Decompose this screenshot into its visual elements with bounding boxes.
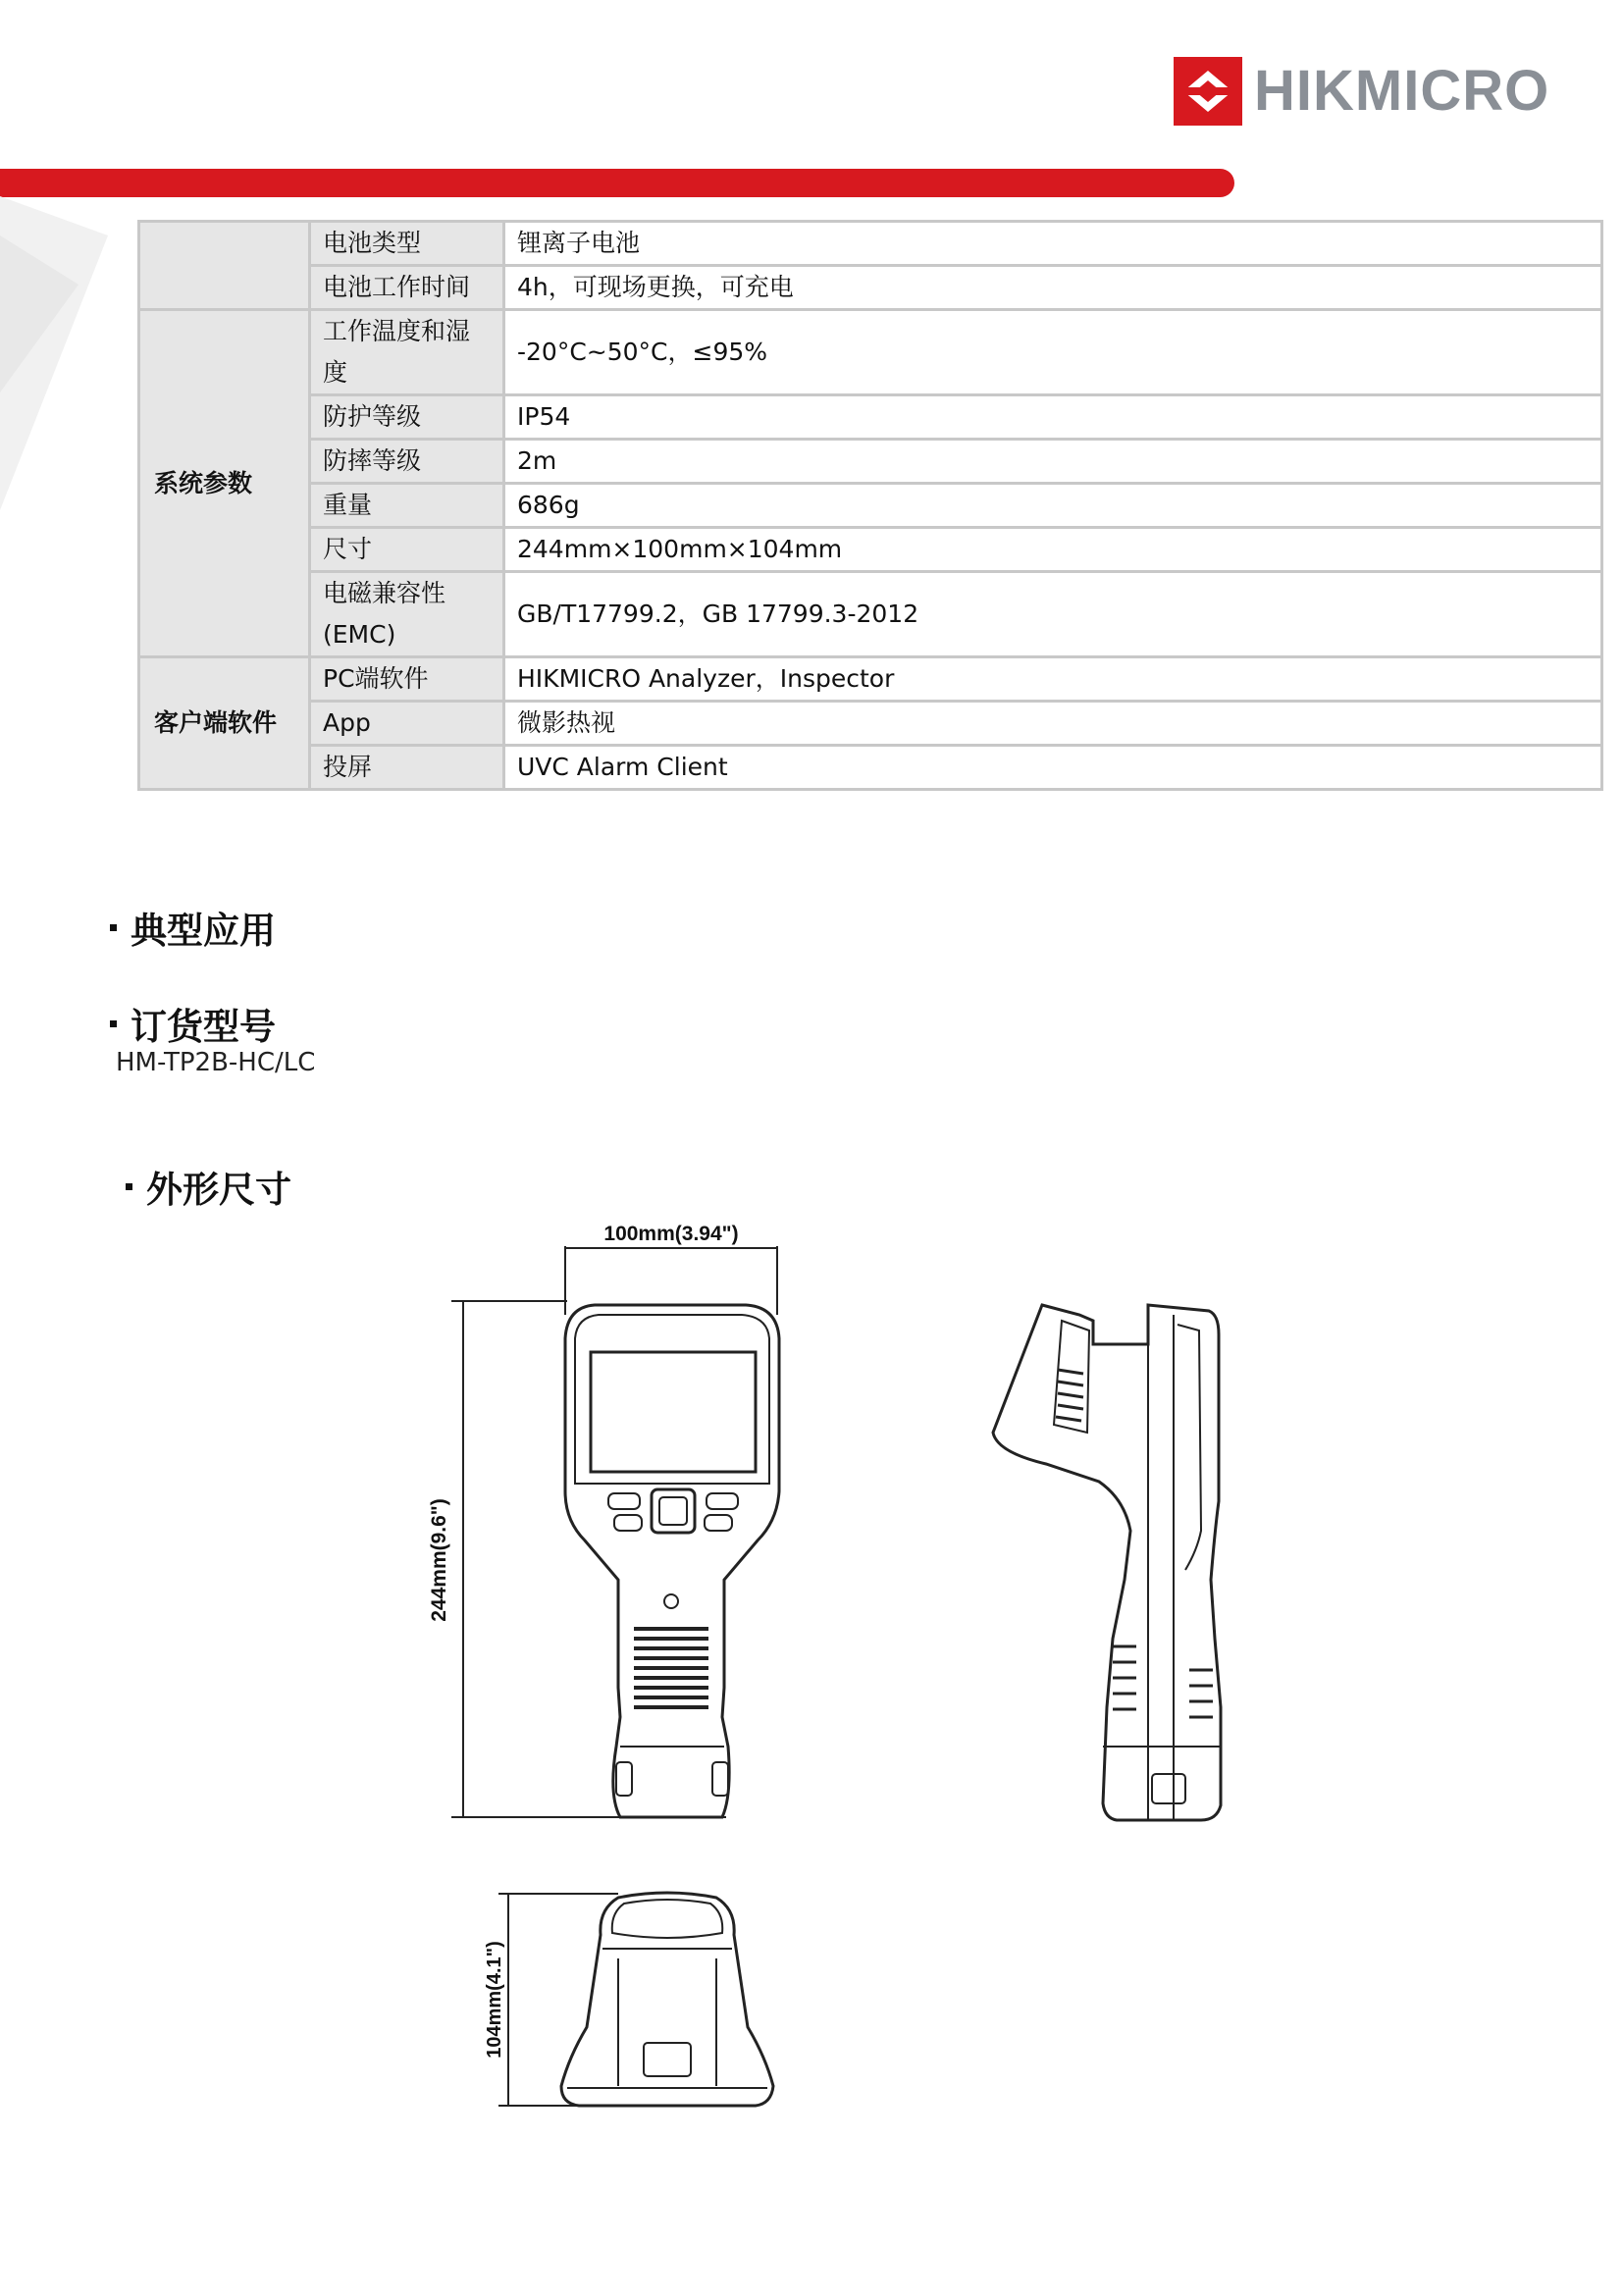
- spec-value: 2m: [504, 440, 1602, 484]
- table-row: [139, 395, 1602, 440]
- spec-label: 防摔等级: [310, 440, 504, 484]
- table-row: [139, 310, 1602, 395]
- spec-label: 尺寸: [310, 528, 504, 572]
- header-red-bar: [0, 169, 1234, 197]
- brand-logo: [1174, 57, 1549, 126]
- section-title-text: 典型应用: [131, 910, 276, 952]
- spec-label: 电池类型: [310, 222, 504, 266]
- order-model-code: HM-TP2B-HC/LC: [116, 1048, 316, 1077]
- bullet-icon: [126, 1183, 132, 1190]
- table-row: [139, 572, 1602, 657]
- spec-value: 244mm×100mm×104mm: [504, 528, 1602, 572]
- spec-label: 重量: [310, 484, 504, 528]
- spec-label: App: [310, 702, 504, 746]
- table-row: [139, 222, 1602, 266]
- front-view-drawing: [412, 1217, 805, 1845]
- spec-value: 锂离子电池: [504, 222, 1602, 266]
- spec-value: 4h，可现场更换，可充电: [504, 266, 1602, 310]
- spec-label: 电磁兼容性(EMC): [310, 572, 504, 657]
- spec-value: -20°C~50°C，≤95%: [504, 310, 1602, 395]
- section-title-text: 订货型号: [131, 1006, 276, 1048]
- spec-value: 686g: [504, 484, 1602, 528]
- width-dimension-label: 100mm(3.94"): [603, 1223, 739, 1245]
- hikmicro-logo-icon: [1174, 57, 1242, 126]
- spec-label: 投屏: [310, 746, 504, 790]
- table-row: [139, 484, 1602, 528]
- table-row: [139, 440, 1602, 484]
- spec-value: 微影热视: [504, 702, 1602, 746]
- spec-value: GB/T17799.2，GB 17799.3-2012: [504, 572, 1602, 657]
- table-row: [139, 702, 1602, 746]
- table-row: [139, 528, 1602, 572]
- side-view-drawing: [981, 1285, 1236, 1835]
- spec-value: UVC Alarm Client: [504, 746, 1602, 790]
- spec-label: 电池工作时间: [310, 266, 504, 310]
- depth-dimension-label: 104mm(4.1"): [484, 1941, 505, 2059]
- section-order-model: [110, 997, 276, 1050]
- group-cell: [139, 222, 310, 310]
- table-row: [139, 266, 1602, 310]
- bottom-view-drawing: [471, 1870, 805, 2125]
- spec-label: 防护等级: [310, 395, 504, 440]
- bullet-icon: [110, 924, 117, 931]
- table-row: [139, 657, 1602, 702]
- section-dimensions: [126, 1160, 291, 1213]
- section-title-text: 外形尺寸: [146, 1169, 291, 1211]
- spec-label: 工作温度和湿度: [310, 310, 504, 395]
- spec-table: [137, 220, 1603, 791]
- height-dimension-label: 244mm(9.6"): [428, 1498, 450, 1622]
- group-cell-system: 系统参数: [139, 310, 310, 657]
- spec-label: PC端软件: [310, 657, 504, 702]
- decorative-shape: [0, 196, 118, 530]
- table-row: [139, 746, 1602, 790]
- group-cell-software: 客户端软件: [139, 657, 310, 790]
- spec-value: IP54: [504, 395, 1602, 440]
- spec-value: HIKMICRO Analyzer，Inspector: [504, 657, 1602, 702]
- bullet-icon: [110, 1020, 117, 1027]
- section-typical-application: [110, 901, 276, 954]
- brand-name: HIKMICRO: [1254, 59, 1550, 123]
